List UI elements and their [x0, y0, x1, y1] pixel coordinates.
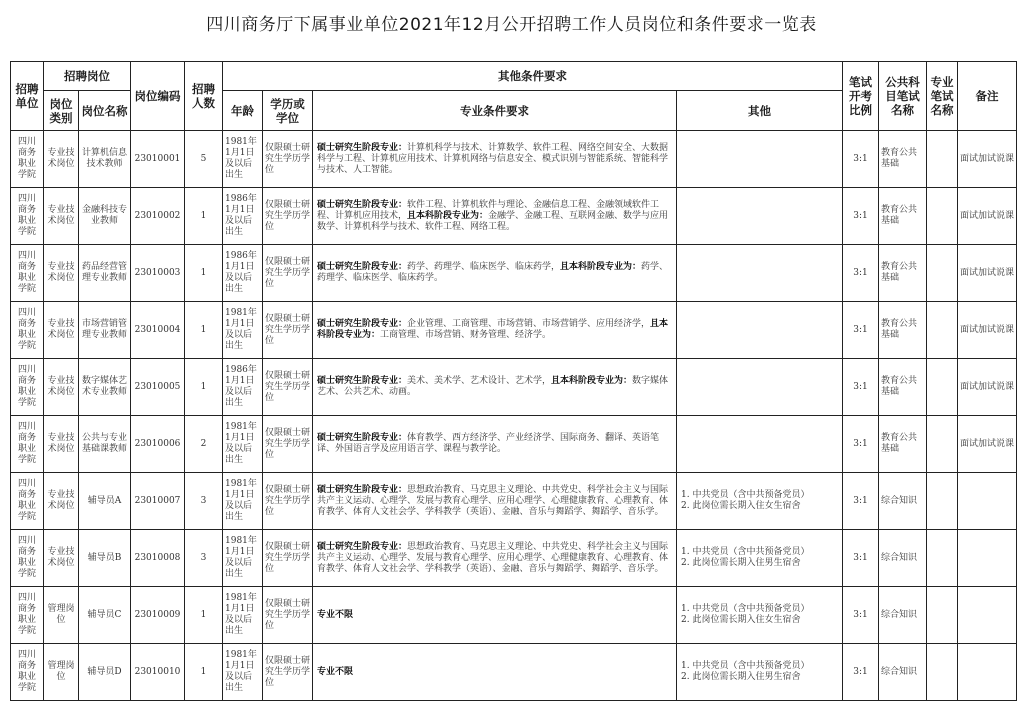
- header-major-exam: 专业笔试名称: [927, 62, 958, 131]
- page-title: 四川商务厅下属事业单位2021年12月公开招聘工作人员岗位和条件要求一览表: [206, 15, 817, 35]
- cell-education: 仅限硕士研究生学历学位: [263, 302, 313, 359]
- req-text-1: 思想政治教育、马克思主义理论、中共党史、科学社会主义与国际共产主义运动、心理学、发展与教育心理学、应用心理学、心理健康教育、心理教育、体育教学、体育人文社会学、学科教学（英语）、金融、音乐与舞蹈学、舞蹈学、音乐学。: [317, 484, 669, 517]
- cell-post-code: 23010003: [131, 245, 185, 302]
- cell-unit: 四川商务职业学院: [11, 359, 44, 416]
- cell-age: 1981年1月1日及以后出生: [223, 131, 263, 188]
- cell-post-type: 专业技术岗位: [44, 188, 79, 245]
- req-lead-1: 专业不限: [317, 666, 354, 677]
- cell-other: 1. 中共党员（含中共预备党员） 2. 此岗位需长期入住男生宿舍: [677, 644, 843, 701]
- req-lead-1: 硕士研究生阶段专业：: [317, 541, 408, 552]
- cell-count: 1: [185, 302, 223, 359]
- req-text-1: 体育教学、西方经济学、产业经济学、国际商务、翻译、英语笔译、外国语言学及应用语言学、课程与教学论。: [317, 433, 660, 454]
- header-major-requirements: 专业条件要求: [313, 91, 677, 131]
- cell-public-exam: 教育公共基础: [879, 359, 927, 416]
- cell-other: [677, 245, 843, 302]
- cell-education: 仅限硕士研究生学历学位: [263, 530, 313, 587]
- header-education: 学历或学位: [263, 91, 313, 131]
- cell-other: 1. 中共党员（含中共预备党员） 2. 此岗位需长期入住女生宿舍: [677, 587, 843, 644]
- cell-post-type: 管理岗位: [44, 644, 79, 701]
- req-lead-2: 且本科阶段专业为：: [551, 376, 633, 386]
- table-row: [11, 644, 1017, 701]
- req-text-1: 药学、药理学、临床医学、临床药学，: [407, 262, 561, 272]
- cell-major-exam: [927, 188, 958, 245]
- cell-remark: 面试加试说课: [958, 302, 1017, 359]
- cell-age: 1981年1月1日及以后出生: [223, 473, 263, 530]
- cell-unit: 四川商务职业学院: [11, 131, 44, 188]
- table-row: [11, 131, 1017, 188]
- cell-major-exam: [927, 359, 958, 416]
- table-row: [11, 530, 1017, 587]
- cell-unit: 四川商务职业学院: [11, 644, 44, 701]
- req-lead-2: 且本科阶段专业为：: [560, 262, 642, 272]
- cell-post-name: 辅导员C: [79, 587, 131, 644]
- req-text-2: 数字媒体艺术、公共艺术、动画。: [317, 376, 669, 397]
- cell-age: 1981年1月1日及以后出生: [223, 416, 263, 473]
- cell-education: 仅限硕士研究生学历学位: [263, 188, 313, 245]
- cell-age: 1986年1月1日及以后出生: [223, 245, 263, 302]
- cell-major-requirements: [313, 302, 677, 359]
- cell-post-code: 23010002: [131, 188, 185, 245]
- cell-age: 1986年1月1日及以后出生: [223, 188, 263, 245]
- cell-count: 1: [185, 359, 223, 416]
- cell-other: 1. 中共党员（含中共预备党员） 2. 此岗位需长期入住男生宿舍: [677, 530, 843, 587]
- cell-public-exam: 教育公共基础: [879, 188, 927, 245]
- cell-count: 3: [185, 530, 223, 587]
- req-text-1: 软件工程、计算机软件与理论、金融信息工程、金融领域软件工程、计算机应用技术，: [317, 199, 660, 221]
- cell-major-requirements: [313, 644, 677, 701]
- cell-remark: 面试加试说课: [958, 188, 1017, 245]
- cell-post-type: 专业技术岗位: [44, 131, 79, 188]
- cell-post-name: 计算机信息技术教师: [79, 131, 131, 188]
- header-unit: 招聘单位: [11, 62, 44, 131]
- header-post-code: 岗位编码: [131, 62, 185, 131]
- cell-remark: 面试加试说课: [958, 359, 1017, 416]
- cell-post-type: 管理岗位: [44, 587, 79, 644]
- cell-count: 1: [185, 587, 223, 644]
- cell-major-requirements: [313, 587, 677, 644]
- cell-exam-ratio: 3:1: [843, 245, 879, 302]
- cell-major-requirements: [313, 245, 677, 302]
- cell-post-name: 药品经营管理专业教师: [79, 245, 131, 302]
- cell-count: 5: [185, 131, 223, 188]
- cell-unit: 四川商务职业学院: [11, 188, 44, 245]
- cell-public-exam: 综合知识: [879, 530, 927, 587]
- cell-age: 1986年1月1日及以后出生: [223, 359, 263, 416]
- cell-major-exam: [927, 530, 958, 587]
- cell-unit: 四川商务职业学院: [11, 245, 44, 302]
- cell-remark: 面试加试说课: [958, 131, 1017, 188]
- cell-post-name: 金融科技专业教师: [79, 188, 131, 245]
- header-remark: 备注: [958, 62, 1017, 131]
- req-lead-1: 硕士研究生阶段专业：: [317, 142, 408, 153]
- req-lead-1: 专业不限: [317, 609, 354, 620]
- cell-exam-ratio: 3:1: [843, 587, 879, 644]
- positions-table: [10, 61, 1017, 701]
- req-text-1: 思想政治教育、马克思主义理论、中共党史、科学社会主义与国际共产主义运动、心理学、发展与教育心理学、应用心理学、心理健康教育、心理教育、体育教学、体育人文社会学、学科教学（英语）、金融、音乐与舞蹈学、舞蹈学、音乐学。: [317, 541, 669, 574]
- cell-post-code: 23010007: [131, 473, 185, 530]
- cell-post-code: 23010009: [131, 587, 185, 644]
- cell-post-code: 23010004: [131, 302, 185, 359]
- cell-major-requirements: [313, 131, 677, 188]
- cell-education: 仅限硕士研究生学历学位: [263, 416, 313, 473]
- cell-unit: 四川商务职业学院: [11, 416, 44, 473]
- cell-other: [677, 131, 843, 188]
- header-exam-ratio: 笔试开考比例: [843, 62, 879, 131]
- cell-major-requirements: [313, 359, 677, 416]
- cell-exam-ratio: 3:1: [843, 530, 879, 587]
- header-post-type: 岗位类别: [44, 91, 79, 131]
- cell-public-exam: 教育公共基础: [879, 245, 927, 302]
- cell-post-type: 专业技术岗位: [44, 416, 79, 473]
- cell-post-name: 市场营销管理专业教师: [79, 302, 131, 359]
- cell-post-name: 辅导员B: [79, 530, 131, 587]
- cell-other: 1. 中共党员（含中共预备党员） 2. 此岗位需长期入住女生宿舍: [677, 473, 843, 530]
- cell-major-exam: [927, 302, 958, 359]
- req-lead-1: 硕士研究生阶段专业：: [317, 376, 408, 386]
- cell-remark: 面试加试说课: [958, 245, 1017, 302]
- cell-major-exam: [927, 245, 958, 302]
- cell-other: [677, 359, 843, 416]
- cell-major-requirements: [313, 530, 677, 587]
- cell-count: 1: [185, 188, 223, 245]
- cell-post-name: 数字媒体艺术专业教师: [79, 359, 131, 416]
- req-lead-2: 且本科阶段专业为：: [317, 319, 669, 340]
- cell-post-code: 23010006: [131, 416, 185, 473]
- cell-unit: 四川商务职业学院: [11, 302, 44, 359]
- cell-education: 仅限硕士研究生学历学位: [263, 473, 313, 530]
- req-text-1: 美术、美术学、艺术设计、艺术学，: [407, 376, 552, 386]
- cell-major-exam: [927, 473, 958, 530]
- cell-major-requirements: [313, 188, 677, 245]
- cell-post-code: 23010008: [131, 530, 185, 587]
- cell-public-exam: 综合知识: [879, 644, 927, 701]
- cell-public-exam: 教育公共基础: [879, 131, 927, 188]
- cell-unit: 四川商务职业学院: [11, 587, 44, 644]
- req-text-2: 金融学、金融工程、互联网金融、数学与应用数学、计算机科学与技术、软件工程、网络工程。: [317, 210, 669, 232]
- cell-age: 1981年1月1日及以后出生: [223, 302, 263, 359]
- cell-post-code: 23010001: [131, 131, 185, 188]
- cell-other: [677, 416, 843, 473]
- req-lead-1: 硕士研究生阶段专业：: [317, 433, 408, 443]
- cell-count: 2: [185, 416, 223, 473]
- cell-major-exam: [927, 587, 958, 644]
- cell-post-type: 专业技术岗位: [44, 359, 79, 416]
- cell-count: 1: [185, 644, 223, 701]
- cell-exam-ratio: 3:1: [843, 188, 879, 245]
- cell-major-exam: [927, 131, 958, 188]
- cell-post-type: 专业技术岗位: [44, 302, 79, 359]
- cell-other: [677, 188, 843, 245]
- cell-remark: [958, 644, 1017, 701]
- cell-exam-ratio: 3:1: [843, 644, 879, 701]
- cell-major-exam: [927, 416, 958, 473]
- header-count: 招聘人数: [185, 62, 223, 131]
- cell-major-requirements: [313, 473, 677, 530]
- cell-education: 仅限硕士研究生学历学位: [263, 245, 313, 302]
- cell-post-name: 公共与专业基础课教师: [79, 416, 131, 473]
- req-text-1: 计算机科学与技术、计算数学、软件工程、网络空间安全、大数据科学与工程、计算机应用技术、计算机网络与信息安全、模式识别与智能系统、智能科学与技术、人工智能。: [317, 142, 669, 175]
- cell-remark: [958, 530, 1017, 587]
- cell-exam-ratio: 3:1: [843, 131, 879, 188]
- header-public-exam: 公共科目笔试名称: [879, 62, 927, 131]
- cell-post-code: 23010005: [131, 359, 185, 416]
- table-row: [11, 416, 1017, 473]
- cell-education: 仅限硕士研究生学历学位: [263, 131, 313, 188]
- cell-public-exam: 教育公共基础: [879, 302, 927, 359]
- cell-exam-ratio: 3:1: [843, 416, 879, 473]
- req-lead-1: 硕士研究生阶段专业：: [317, 484, 408, 495]
- cell-post-name: 辅导员D: [79, 644, 131, 701]
- cell-remark: [958, 587, 1017, 644]
- cell-education: 仅限硕士研究生学历学位: [263, 644, 313, 701]
- table-row: [11, 587, 1017, 644]
- cell-public-exam: 教育公共基础: [879, 416, 927, 473]
- cell-unit: 四川商务职业学院: [11, 473, 44, 530]
- table-row: [11, 245, 1017, 302]
- cell-unit: 四川商务职业学院: [11, 530, 44, 587]
- cell-count: 3: [185, 473, 223, 530]
- cell-age: 1981年1月1日及以后出生: [223, 587, 263, 644]
- cell-post-name: 辅导员A: [79, 473, 131, 530]
- table-row: [11, 359, 1017, 416]
- cell-exam-ratio: 3:1: [843, 359, 879, 416]
- cell-age: 1981年1月1日及以后出生: [223, 644, 263, 701]
- req-text-2: 工商管理、市场营销、财务管理、经济学。: [380, 330, 552, 340]
- req-text-2: 药学、药理学、临床医学、临床药学。: [317, 262, 669, 283]
- table-row: [11, 473, 1017, 530]
- table-row: [11, 188, 1017, 245]
- cell-remark: [958, 473, 1017, 530]
- cell-exam-ratio: 3:1: [843, 302, 879, 359]
- table-row: [11, 302, 1017, 359]
- cell-post-type: 专业技术岗位: [44, 245, 79, 302]
- cell-post-type: 专业技术岗位: [44, 530, 79, 587]
- header-post-group: 招聘岗位: [44, 62, 131, 91]
- header-other-conditions: 其他条件要求: [223, 62, 843, 91]
- cell-exam-ratio: 3:1: [843, 473, 879, 530]
- cell-age: 1981年1月1日及以后出生: [223, 530, 263, 587]
- req-lead-1: 硕士研究生阶段专业：: [317, 319, 408, 329]
- req-lead-1: 硕士研究生阶段专业：: [317, 199, 408, 210]
- cell-major-exam: [927, 644, 958, 701]
- req-lead-2: 且本科阶段专业为：: [407, 210, 489, 221]
- cell-post-code: 23010010: [131, 644, 185, 701]
- header-age: 年龄: [223, 91, 263, 131]
- cell-major-requirements: [313, 416, 677, 473]
- header-other: 其他: [677, 91, 843, 131]
- req-lead-1: 硕士研究生阶段专业：: [317, 262, 408, 272]
- header-post-name: 岗位名称: [79, 91, 131, 131]
- cell-remark: 面试加试说课: [958, 416, 1017, 473]
- cell-other: [677, 302, 843, 359]
- cell-public-exam: 综合知识: [879, 587, 927, 644]
- cell-post-type: 专业技术岗位: [44, 473, 79, 530]
- cell-count: 1: [185, 245, 223, 302]
- req-text-1: 企业管理、工商管理、市场营销、市场营销学、应用经济学，: [407, 319, 651, 329]
- cell-public-exam: 综合知识: [879, 473, 927, 530]
- cell-education: 仅限硕士研究生学历学位: [263, 359, 313, 416]
- cell-education: 仅限硕士研究生学历学位: [263, 587, 313, 644]
